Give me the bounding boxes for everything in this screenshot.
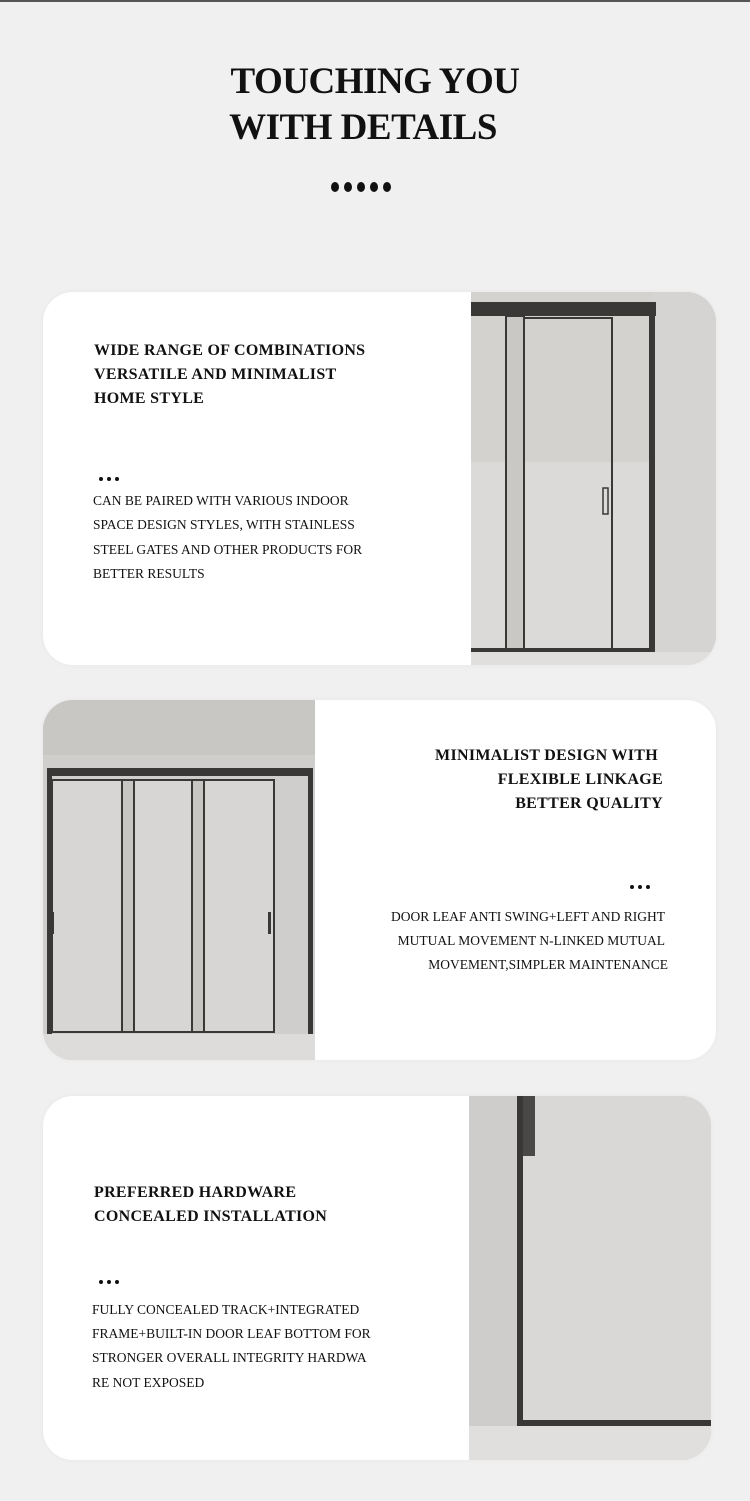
ellipsis-dots: [99, 477, 119, 481]
feature-card-linkage: [43, 700, 716, 1060]
card-title-line: HOME STYLE: [94, 390, 205, 407]
card-body-line: FRAME+BUILT-IN DOOR LEAF BOTTOM FOR: [92, 1326, 371, 1341]
card-body-line: MOVEMENT,SIMPLER MAINTENANCE: [428, 957, 668, 972]
card-body-line: SPACE DESIGN STYLES, WITH STAINLESS: [93, 517, 355, 532]
ellipsis-dots: [630, 885, 650, 889]
card-title-line: MINIMALIST DESIGN WITH: [435, 747, 658, 764]
card-title-line: WIDE RANGE OF COMBINATIONS: [94, 342, 366, 359]
page-title-line-2: WITH DETAILS: [229, 107, 497, 148]
decorative-dots: [331, 182, 391, 192]
card-title-line: CONCEALED INSTALLATION: [94, 1208, 328, 1225]
top-border: [0, 0, 750, 2]
page-title-line-1: TOUCHING YOU: [230, 61, 520, 102]
card-title-line: VERSATILE AND MINIMALIST: [94, 366, 337, 383]
card-body-line: RE NOT EXPOSED: [92, 1375, 205, 1390]
card-body-line: BETTER RESULTS: [93, 566, 205, 581]
sliding-door-single-image: [471, 292, 716, 665]
card-title-line: PREFERRED HARDWARE: [94, 1184, 297, 1201]
concealed-frame-image: [469, 1096, 711, 1460]
card-body-line: CAN BE PAIRED WITH VARIOUS INDOOR: [93, 493, 349, 508]
card-body-line: MUTUAL MOVEMENT N-LINKED MUTUAL: [397, 933, 665, 948]
card-body-line: STEEL GATES AND OTHER PRODUCTS FOR: [93, 542, 363, 557]
ellipsis-dots: [99, 1280, 119, 1284]
card-title-line: FLEXIBLE LINKAGE: [497, 771, 663, 788]
card-body-line: STRONGER OVERALL INTEGRITY HARDWA: [92, 1350, 367, 1365]
feature-card-combinations: [43, 292, 716, 665]
card-body-line: FULLY CONCEALED TRACK+INTEGRATED: [92, 1302, 360, 1317]
feature-card-hardware: [43, 1096, 711, 1460]
card-title-line: BETTER QUALITY: [515, 795, 663, 812]
card-body-line: DOOR LEAF ANTI SWING+LEFT AND RIGHT: [391, 909, 665, 924]
sliding-door-triple-image: [43, 700, 315, 1060]
